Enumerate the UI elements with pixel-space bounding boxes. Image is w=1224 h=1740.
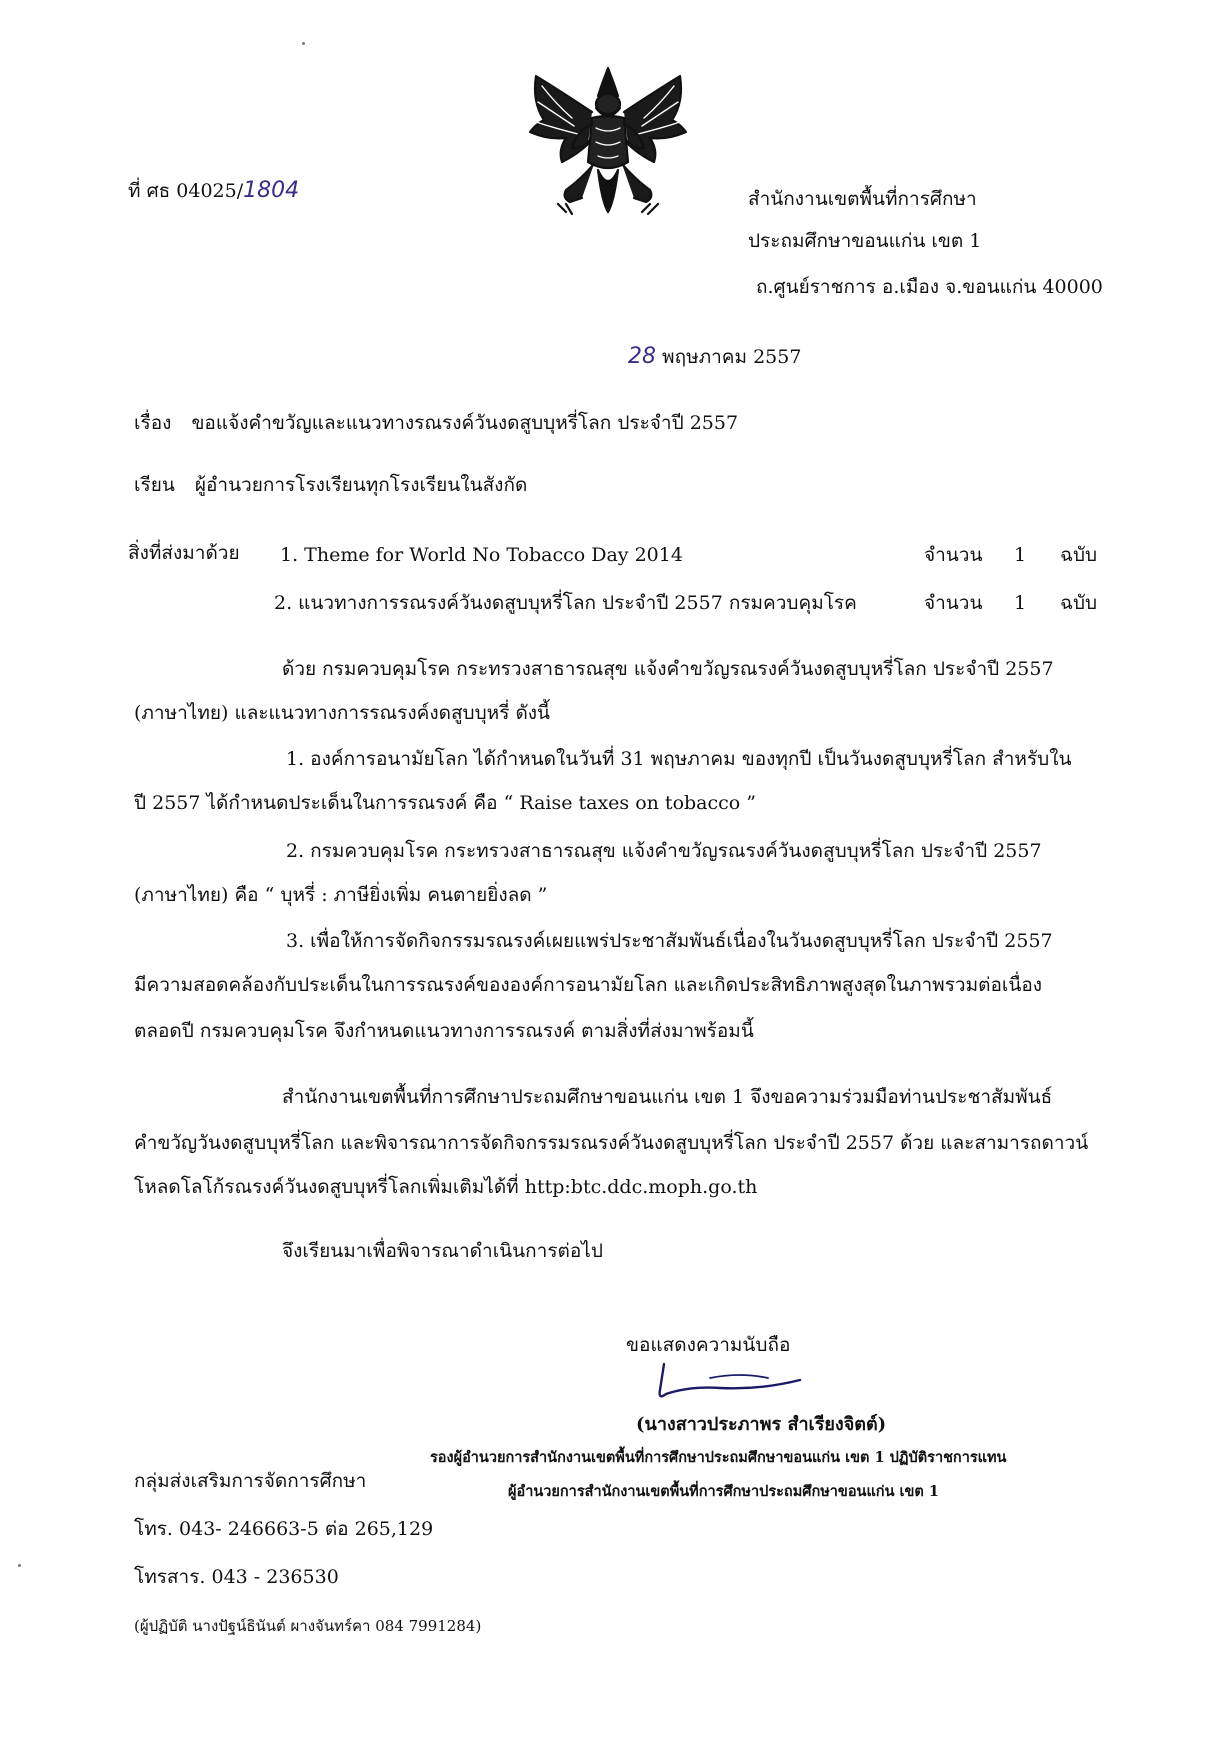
recipient-line xyxy=(134,474,527,497)
letter-date xyxy=(628,344,801,370)
subject-label: เรื่อง xyxy=(134,412,172,434)
body-intro-line-2: (ภาษาไทย) และแนวทางการรณรงค์งดสูบบุหรี่ ดังนี้ xyxy=(134,702,551,724)
subject-text: ขอแจ้งคำขวัญและแนวทางรณรงค์วันงดสูบบุหรี่โลก ประจำปี 2557 xyxy=(191,412,739,434)
reference-prefix: ที่ ศธ 04025/ xyxy=(128,180,244,202)
body-item-2-line-1: 2. กรมควบคุมโรค กระทรวงสาธารณสุข แจ้งคำขวัญรณรงค์วันงดสูบบุหรี่โลก ประจำปี 2557 xyxy=(286,840,1042,862)
enclosure-2-qty: 1 xyxy=(1014,592,1027,614)
office-line-3: ถ.ศูนย์ราชการ อ.เมือง จ.ขอนแก่น 40000 xyxy=(756,276,1103,298)
body-item-3-line-3: ตลอดปี กรมควบคุมโรค จึงกำหนดแนวทางการรณรงค์ ตามสิ่งที่ส่งมาพร้อมนี้ xyxy=(134,1020,754,1042)
enclosure-item-2: 2. แนวทางการรณรงค์วันงดสูบบุหรี่โลก ประจำปี 2557 กรมควบคุมโรค xyxy=(274,592,857,614)
contact-fax: โทรสาร. 043 - 236530 xyxy=(134,1566,339,1588)
garuda-emblem xyxy=(522,62,694,234)
body-item-1-line-2: ปี 2557 ได้กำหนดประเด็นในการรณรงค์ คือ “ Raise taxes on tobacco ” xyxy=(134,792,756,814)
contact-operator: (ผู้ปฏิบัติ นางปัฐน์ธินันต์ ผางจันทร์คา 084 7991284) xyxy=(134,1617,482,1635)
body-intro-line-1: ด้วย กรมควบคุมโรค กระทรวงสาธารณสุข แจ้งคำขวัญรณรงค์วันงดสูบบุหรี่โลก ประจำปี 2557 xyxy=(282,658,1054,680)
body-item-2-line-2: (ภาษาไทย) คือ “ บุหรี่ : ภาษียิ่งเพิ่ม คนตายยิ่งลด ” xyxy=(134,884,548,906)
reference-number xyxy=(128,178,299,204)
enclosure-item-1: 1. Theme for World No Tobacco Day 2014 xyxy=(280,544,683,566)
office-line-1: สำนักงานเขตพื้นที่การศึกษา xyxy=(748,188,977,210)
date-month-year: พฤษภาคม 2557 xyxy=(662,346,802,368)
enclosure-1-qty-label: จำนวน xyxy=(924,544,983,566)
date-handwritten-day: 28 xyxy=(628,344,656,369)
body-request-line-3: โหลดโลโก้รณรงค์วันงดสูบบุหรี่โลกเพิ่มเติมได้ที่ http:btc.ddc.moph.go.th xyxy=(134,1176,758,1198)
contact-phone: โทร. 043- 246663-5 ต่อ 265,129 xyxy=(134,1518,434,1540)
body-request-line-2: คำขวัญวันงดสูบบุหรี่โลก และพิจารณาการจัดกิจกรรมรณรงค์วันงดสูบบุหรี่โลก ประจำปี 2557 ด้วย และสามารถดาวน์ xyxy=(134,1132,1089,1154)
scan-speck xyxy=(18,1564,21,1567)
signature-title-line-1: รองผู้อำนวยการสำนักงานเขตพื้นที่การศึกษาประถมศึกษาขอนแก่น เขต 1 ปฏิบัติราชการแทน xyxy=(430,1449,1007,1466)
enclosure-2-qty-label: จำนวน xyxy=(924,592,983,614)
enclosure-2-unit: ฉบับ xyxy=(1060,592,1098,614)
enclosure-1-unit: ฉบับ xyxy=(1060,544,1098,566)
body-request-line-1: สำนักงานเขตพื้นที่การศึกษาประถมศึกษาขอนแก่น เขต 1 จึงขอความร่วมมือท่านประชาสัมพันธ์ xyxy=(282,1086,1053,1108)
signature-regards: ขอแสดงความนับถือ xyxy=(626,1334,791,1356)
body-item-1-line-1: 1. องค์การอนามัยโลก ได้กำหนดในวันที่ 31 พฤษภาคม ของทุกปี เป็นวันงดสูบบุหรี่โลก สำหรับใน xyxy=(286,748,1072,770)
signature-title-line-2: ผู้อำนวยการสำนักงานเขตพื้นที่การศึกษาประถมศึกษาขอนแก่น เขต 1 xyxy=(508,1483,939,1500)
enclosures-label: สิ่งที่ส่งมาด้วย xyxy=(128,542,240,564)
signature-name: (นางสาวประภาพร สำเรียงจิตต์) xyxy=(636,1414,887,1435)
reference-handwritten-number: 1804 xyxy=(243,178,300,203)
scan-speck xyxy=(302,42,305,45)
recipient-label: เรียน xyxy=(134,474,175,496)
handwritten-signature xyxy=(650,1360,830,1410)
body-closing: จึงเรียนมาเพื่อพิจารณาดำเนินการต่อไป xyxy=(282,1240,603,1262)
enclosure-1-qty: 1 xyxy=(1014,544,1027,566)
recipient-text: ผู้อำนวยการโรงเรียนทุกโรงเรียนในสังกัด xyxy=(194,474,528,496)
office-line-2: ประถมศึกษาขอนแก่น เขต 1 xyxy=(748,230,982,252)
body-item-3-line-1: 3. เพื่อให้การจัดกิจกรรมรณรงค์เผยแพร่ประชาสัมพันธ์เนื่องในวันงดสูบบุหรี่โลก ประจำปี 2557 xyxy=(286,930,1053,952)
subject-line xyxy=(134,412,738,435)
body-item-3-line-2: มีความสอดคล้องกับประเด็นในการรณรงค์ขององค์การอนามัยโลก และเกิดประสิทธิภาพสูงสุดในภาพรวมต่อเนื่อง xyxy=(134,974,1043,996)
contact-group: กลุ่มส่งเสริมการจัดการศึกษา xyxy=(134,1470,367,1492)
